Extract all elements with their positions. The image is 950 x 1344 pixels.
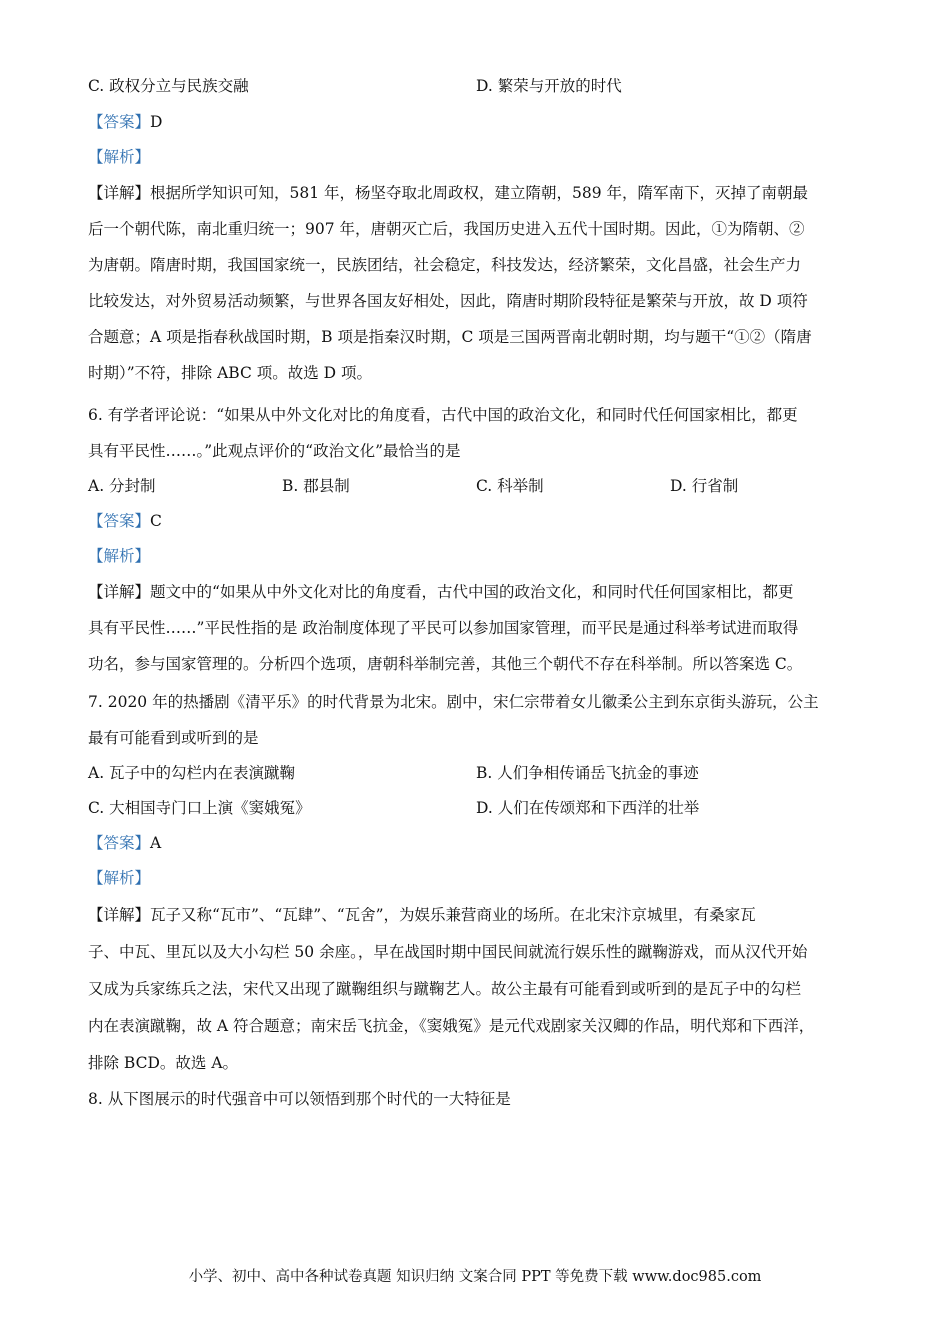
q5-answer <box>88 111 868 133</box>
q7-detail-line: 排除 BCD。故选 A。 <box>88 1054 239 1072</box>
q7-option-d: D. 人们在传颂郑和下西洋的壮举 <box>476 799 700 817</box>
q5-detail-line: 后一个朝代陈，南北重归统一；907 年，唐朝灭亡后，我国历史进入五代十国时期。因此，①为隋朝、② <box>88 220 805 238</box>
q6-option-a: A. 分封制 <box>88 477 156 495</box>
detail-text: 瓦子又称“瓦市”、“瓦肆”、“瓦舍”，为娱乐兼营商业的场所。在北宋汴京城里，有桑家瓦 <box>150 906 756 924</box>
q6-option-d: D. 行省制 <box>670 477 739 495</box>
q6-detail-line: 功名，参与国家管理的。分析四个选项，唐朝科举制完善，其他三个朝代不存在科举制。所以答案选 C。 <box>88 655 803 673</box>
q8-stem: 8. 从下图展示的时代强音中可以领悟到那个时代的一大特征是 <box>88 1090 511 1108</box>
q7-detail-line: 又成为兵家练兵之法，宋代又出现了蹴鞠组织与蹴鞠艺人。故公主最有可能看到或听到的是瓦子中的勾栏 <box>88 980 802 998</box>
q5-detail-line: 比较发达，对外贸易活动频繁，与世界各国友好相处，因此，隋唐时期阶段特征是繁荣与开放，故 D 项符 <box>88 292 808 310</box>
q7-detail-line: 内在表演蹴鞠，故 A 符合题意；南宋岳飞抗金，《窦娥冤》是元代戏剧家关汉卿的作品，明代郑和下西洋， <box>88 1017 815 1035</box>
q7-detail-line <box>88 904 868 926</box>
detail-tag: 【详解】 <box>88 583 151 601</box>
q5-detail-line: 合题意；A 项是指春秋战国时期，B 项是指秦汉时期，C 项是三国两晋南北朝时期，均与题干“①②（隋唐 <box>88 328 812 346</box>
q5-detail-line <box>88 182 868 204</box>
q7-answer <box>88 832 868 854</box>
q5-option-c: C. 政权分立与民族交融 <box>88 77 249 95</box>
q6-option-c: C. 科举制 <box>476 477 544 495</box>
q7-stem-line: 7. 2020 年的热播剧《清平乐》的时代背景为北宋。剧中，宋仁宗带着女儿徽柔公主到东京街头游玩，公主 <box>88 693 819 711</box>
q6-stem-line: 具有平民性……。”此观点评价的“政治文化”最恰当的是 <box>88 442 461 460</box>
answer-tag: 【答案】 <box>88 512 151 530</box>
q7-option-a: A. 瓦子中的勾栏内在表演蹴鞠 <box>88 764 296 782</box>
answer-value: D <box>150 113 163 131</box>
q5-analysis-tag: 【解析】 <box>88 148 151 166</box>
q6-analysis-tag: 【解析】 <box>88 547 151 565</box>
q7-analysis-tag: 【解析】 <box>88 869 151 887</box>
q7-stem-line: 最有可能看到或听到的是 <box>88 729 259 747</box>
answer-tag: 【答案】 <box>88 113 151 131</box>
q7-option-b: B. 人们争相传诵岳飞抗金的事迹 <box>476 764 699 782</box>
q5-detail-line: 为唐朝。隋唐时期，我国国家统一，民族团结，社会稳定，科技发达，经济繁荣，文化昌盛，社会生产力 <box>88 256 802 274</box>
q6-answer <box>88 510 868 532</box>
page-footer: 小学、初中、高中各种试卷真题 知识归纳 文案合同 PPT 等免费下载 www.doc985.com <box>188 1269 762 1285</box>
answer-tag: 【答案】 <box>88 834 151 852</box>
q7-detail-line: 子、中瓦、里瓦以及大小勾栏 50 余座。，早在战国时期中国民间就流行娱乐性的蹴鞠游戏，而从汉代开始 <box>88 943 808 961</box>
q7-option-c: C. 大相国寺门口上演《窦娥冤》 <box>88 799 311 817</box>
q6-stem-line: 6. 有学者评论说：“如果从中外文化对比的角度看，古代中国的政治文化，和同时代任何国家相比，都更 <box>88 406 798 424</box>
answer-value: C <box>150 512 162 530</box>
q5-detail-line: 时期）”不符，排除 ABC 项。故选 D 项。 <box>88 364 373 382</box>
detail-text: 题文中的“如果从中外文化对比的角度看，古代中国的政治文化，和同时代任何国家相比，都更 <box>150 583 794 601</box>
detail-tag: 【详解】 <box>88 906 151 924</box>
q6-detail-line: 具有平民性……”平民性指的是 政治制度体现了平民可以参加国家管理，而平民是通过科举考试进而取得 <box>88 619 799 637</box>
q6-option-b: B. 郡县制 <box>282 477 350 495</box>
detail-text: 根据所学知识可知，581 年，杨坚夺取北周政权，建立隋朝，589 年，隋军南下，灭掉了南朝最 <box>150 184 809 202</box>
detail-tag: 【详解】 <box>88 184 151 202</box>
q6-detail-line <box>88 581 868 603</box>
q5-option-d: D. 繁荣与开放的时代 <box>476 77 622 95</box>
answer-value: A <box>150 834 162 852</box>
